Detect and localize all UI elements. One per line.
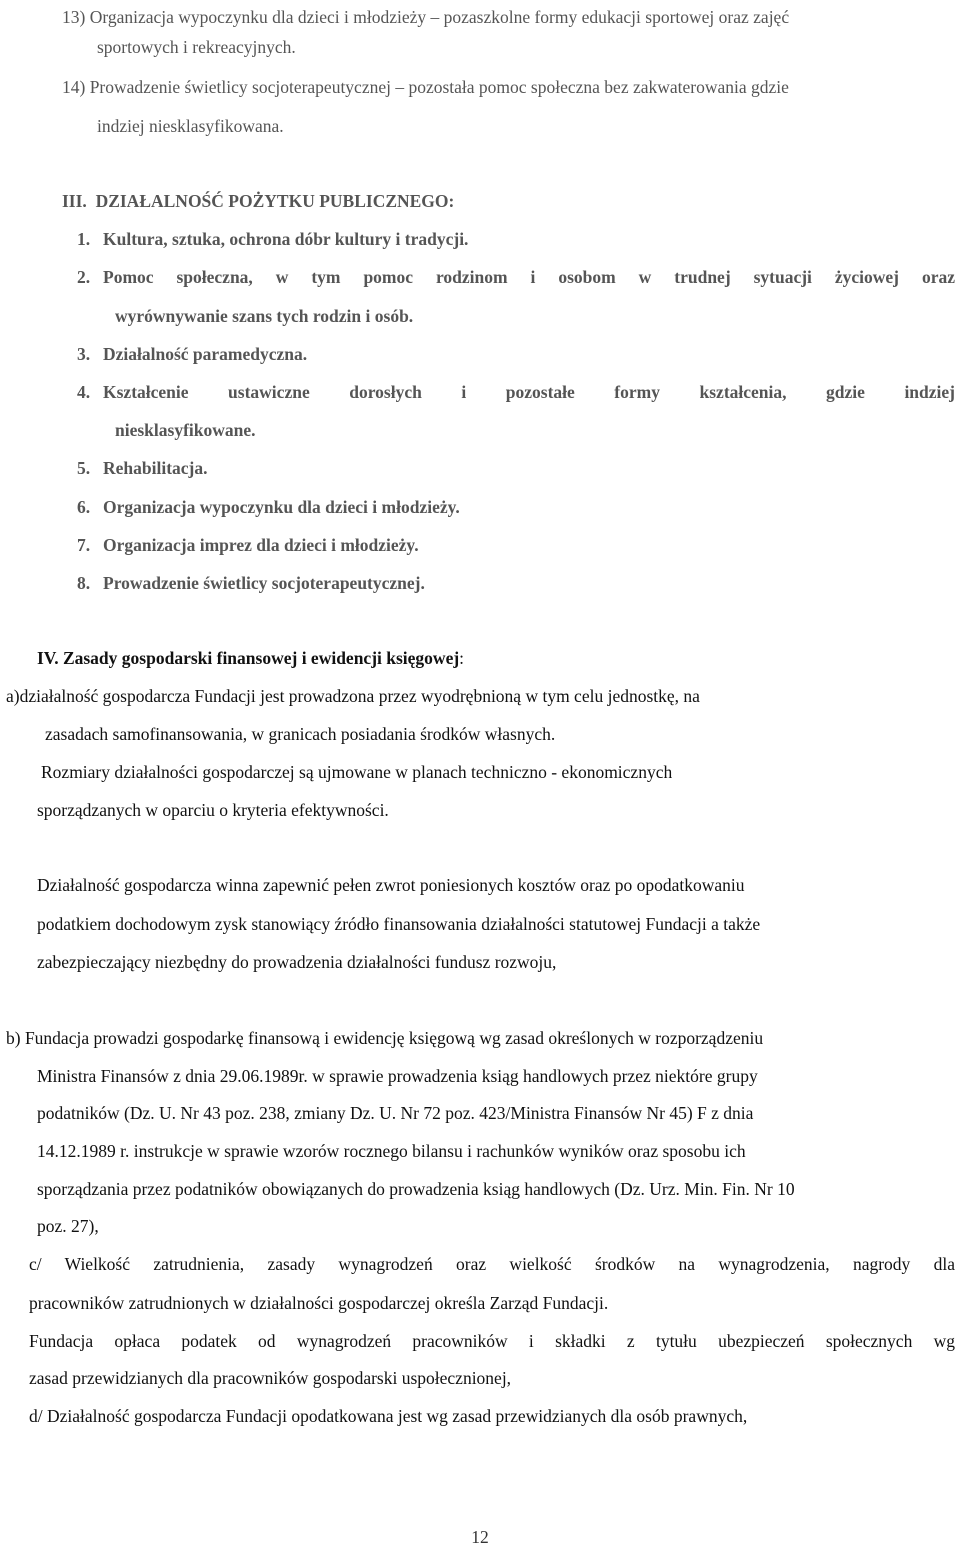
point-b-line4: 14.12.1989 r. instrukcje w sprawie wzorów rocznego bilansu i rachunków wyników oraz sposobu ich	[37, 1141, 746, 1161]
pp-item-2-line2: wyrównywanie szans tych rodzin i osób.	[115, 306, 414, 326]
point-c-line3: Fundacja opłaca podatek od wynagrodzeń pracowników i składki z tytułu ubezpieczeń społecznych wg	[29, 1331, 955, 1351]
point-b-line1: b) Fundacja prowadzi gospodarkę finansową i ewidencję księgową wg zasad określonych w rozporządzeniu	[6, 1028, 764, 1048]
section-4-title: Zasady gospodarski finansowej i ewidencji księgowej	[62, 648, 460, 668]
paragraph-line1: Działalność gospodarcza winna zapewnić pełen zwrot poniesionych kosztów oraz po opodatkowaniu	[37, 875, 745, 895]
point-d-line: d/ Działalność gospodarcza Fundacji opodatkowana jest wg zasad przewidzianych dla osób prawnych,	[29, 1406, 748, 1426]
point-b-line5: sporządzania przez podatników obowiązanych do prowadzenia ksiąg handlowych (Dz. Urz. Min. Fin. Nr 10	[37, 1179, 795, 1199]
page-number: 12	[471, 1527, 489, 1547]
section-4-colon: :	[459, 648, 465, 668]
section-3-heading	[62, 190, 454, 212]
pp-item-2-line1: 2. Pomoc społeczna, w tym pomoc rodzinom i osobom w trudnej sytuacji życiowej oraz	[77, 267, 955, 287]
pp-item-8: 8. Prowadzenie świetlicy socjoterapeutycznej.	[77, 573, 425, 593]
pp-item-3: 3. Działalność paramedyczna.	[77, 344, 308, 364]
pp-item-4-line1: 4. Kształcenie ustawiczne dorosłych i pozostałe formy kształcenia, gdzie indziej	[77, 382, 955, 402]
point-b-line3: podatników (Dz. U. Nr 43 poz. 238, zmiany Dz. U. Nr 72 poz. 423/Ministra Finansów Nr 45) F z dnia	[37, 1103, 754, 1123]
pp-item-7: 7. Organizacja imprez dla dzieci i młodzieży.	[77, 535, 419, 555]
point-c-line2: pracowników zatrudnionych w działalności gospodarczej określa Zarząd Fundacji.	[29, 1293, 609, 1313]
pp-item-1: 1. Kultura, sztuka, ochrona dóbr kultury i tradycji.	[77, 229, 469, 249]
paragraph-line2: podatkiem dochodowym zysk stanowiący źródło finansowania działalności statutowej Fundacji a także	[37, 914, 761, 934]
list-item-13-line2: sportowych i rekreacyjnych.	[97, 37, 296, 57]
section-3-title: DZIAŁALNOŚĆ POŻYTKU PUBLICZNEGO:	[95, 191, 455, 211]
pp-item-5: 5. Rehabilitacja.	[77, 458, 208, 478]
point-c-line1: c/ Wielkość zatrudnienia, zasady wynagrodzeń oraz wielkość środków na wynagrodzenia, nagrody dla	[29, 1254, 955, 1274]
point-b-line6: poz. 27),	[37, 1216, 99, 1236]
list-item-14-line2: indziej niesklasyfikowana.	[97, 116, 284, 136]
pp-item-6: 6. Organizacja wypoczynku dla dzieci i młodzieży.	[77, 497, 460, 517]
section-4-numeral: IV.	[37, 648, 59, 668]
point-a-line4: sporządzanych w oparciu o kryteria efektywności.	[37, 800, 389, 820]
point-c-line4: zasad przewidzianych dla pracowników gospodarski uspołecznionej,	[29, 1368, 512, 1388]
pp-item-4-line2: niesklasyfikowane.	[115, 420, 256, 440]
section-3-numeral: III.	[62, 191, 87, 211]
point-a-line3: Rozmiary działalności gospodarczej są ujmowane w planach techniczno - ekonomicznych	[41, 762, 673, 782]
list-item-13-line1: 13) Organizacja wypoczynku dla dzieci i młodzieży – pozaszkolne formy edukacji sportowej oraz zajęć	[62, 7, 790, 27]
section-4-heading	[37, 647, 464, 669]
point-b-line2: Ministra Finansów z dnia 29.06.1989r. w sprawie prowadzenia ksiąg handlowych przez niektóre grupy	[37, 1066, 758, 1086]
paragraph-line3: zabezpieczający niezbędny do prowadzenia działalności fundusz rozwoju,	[37, 952, 557, 972]
point-a-line2: zasadach samofinansowania, w granicach posiadania środków własnych.	[45, 724, 556, 744]
list-item-14-line1: 14) Prowadzenie świetlicy socjoterapeutycznej – pozostała pomoc społeczna bez zakwaterowania gdzie	[62, 77, 789, 97]
point-a-line1: a)działalność gospodarcza Fundacji jest prowadzona przez wyodrębnioną w tym celu jednostkę, na	[6, 686, 700, 706]
